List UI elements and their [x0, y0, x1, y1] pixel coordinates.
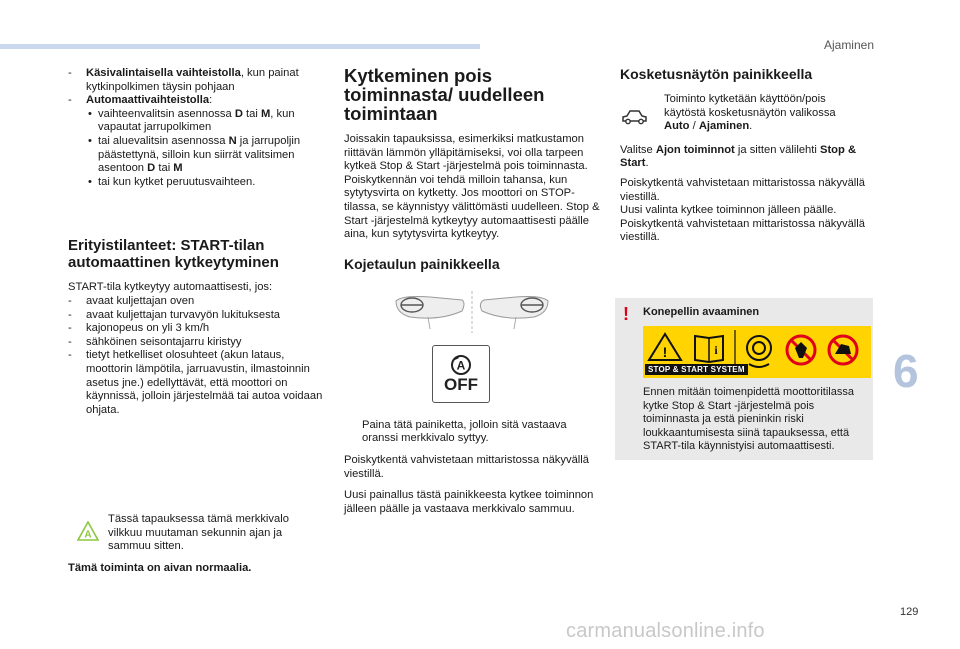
step-arrow-icon [344, 419, 362, 446]
dashboard-illustration [344, 273, 602, 403]
stop-start-off-button[interactable] [432, 345, 490, 403]
svg-text:A: A [84, 529, 92, 541]
off-label: OFF [444, 375, 478, 395]
touchscreen-note: Toiminto kytketään käyttöön/pois käytöstä kosketusnäytön valikossa Auto / Ajaminen. [620, 93, 876, 134]
paragraph: Joissakin tapauksissa, esimerkiksi matkustamon riittävän lämmön ylläpitämiseksi, voi olla tarpeen kytkeä Stop & Start -järjestelmä pois toiminnasta. Poiskytkennän voi tehdä milloin tahansa, kun sytytysvirta on kytketty. Jos moottori on STOP-tilassa, se käynnistyy välittömästi uudelleen. Stop & Start -järjestelmä kytkeytyy automaattisesti päälle aina, kun sytytysvirta kytkeytyy. [344, 133, 600, 241]
paragraph: Poiskytkentä vahvistetaan mittaristossa näkyvällä viestillä. [620, 176, 865, 203]
column-left [68, 67, 330, 576]
paragraph: Uusi valinta kytkee toiminnon jälleen päälle. [620, 204, 837, 217]
section-heading: Erityistilanteet: START-tilan automaattinen kytkeytyminen [68, 237, 279, 272]
paragraph: Poiskytkentä vahvistetaan mittaristossa näkyvällä viestillä. [620, 217, 865, 244]
warning-text: Ennen mitään toimenpidettä moottoritilassa kytke Stop & Start -järjestelmä pois toiminnasta ja estä pieninkin riski loukkaantumisesta siinä tapauksessa, että START-tila käynnistyisi automaattisesti. [643, 386, 854, 453]
paragraph: START-tila kytkeytyy automaattisesti, jos: [68, 281, 273, 294]
dashboard-switches-icon [390, 291, 554, 333]
stop-start-warning-sticker [643, 326, 871, 378]
list-item: - tietyt hetkelliset olosuhteet (akun lataus, moottorin lämpötila, jarruavustin, ilmastoinnin asetus jne.) edellyttävät, että moottori on käynnissä, jolloin järjestelmää tai autoa voidaan ohjata. [68, 349, 323, 416]
section-label: Ajaminen [823, 38, 874, 52]
list-item: • tai kun kytket peruutusvaihteen. [88, 175, 256, 188]
paragraph: Uusi painallus tästä painikkeesta kytkee toiminnon jälleen päälle ja vastaava merkkivalo sammuu. [344, 489, 594, 515]
warning-box [615, 298, 873, 460]
instruction-step: Paina tätä painiketta, jolloin sitä vastaava oranssi merkkivalo syttyy. [344, 419, 602, 446]
list-item: - avaat kuljettajan oven [68, 294, 195, 307]
svg-text:A: A [456, 358, 466, 373]
sub-heading: Kojetaulun painikkeella [344, 255, 500, 272]
svg-text:!: ! [662, 344, 668, 360]
list-item: - avaat kuljettajan turvavyön lukituksesta [68, 308, 281, 321]
car-icon [620, 93, 664, 134]
section-heading: Kosketusnäytön painikkeella [620, 66, 813, 82]
svg-text:i: i [714, 343, 718, 357]
warning-title: Konepellin avaaminen [643, 306, 760, 318]
column-middle [344, 66, 602, 516]
sticker-label: STOP & START SYSTEM [645, 364, 748, 375]
stop-start-indicator-icon [68, 513, 108, 541]
column-right [620, 66, 876, 245]
note: Tämä toiminta on aivan normaalia. [68, 562, 252, 575]
list-item: - Automaattivaihteistolla: [68, 94, 213, 107]
paragraph: Poiskytkentä vahvistetaan mittaristossa näkyvällä viestillä. [344, 453, 589, 480]
tip-callout: A Tässä tapauksessa tämä merkkivalo vilkkuu muutaman sekunnin ajan ja sammuu sitten. [68, 513, 330, 554]
list-item: • vaihteenvalitsin asennossa D tai M, kun vapautat jarrupolkimen [88, 107, 295, 134]
list-item: • tai aluevalitsin asennossa N ja jarrupoljin päästettynä, silloin kun siirrät valitsimen asentoon D tai M [88, 134, 301, 175]
header-bar [0, 44, 480, 49]
page-number: 129 [900, 606, 919, 618]
warning-icon: ! [623, 304, 629, 324]
watermark: carmanualsonline.info [566, 620, 765, 642]
paragraph: Valitse Ajon toiminnot ja sitten välilehti Stop & Start. [620, 143, 857, 170]
list-item: - Käsivalintaisella vaihteistolla, kun painat kytkinpolkimen täysin pohjaan [68, 67, 299, 93]
auto-a-icon [448, 354, 474, 376]
section-heading: Kytkeminen pois toiminnasta/ uudelleen toimintaan [344, 65, 545, 124]
list-item: - sähköinen seisontajarru kiristyy [68, 335, 242, 348]
list-item: - kajonopeus on yli 3 km/h [68, 322, 210, 335]
chapter-number: 6 [893, 345, 919, 397]
